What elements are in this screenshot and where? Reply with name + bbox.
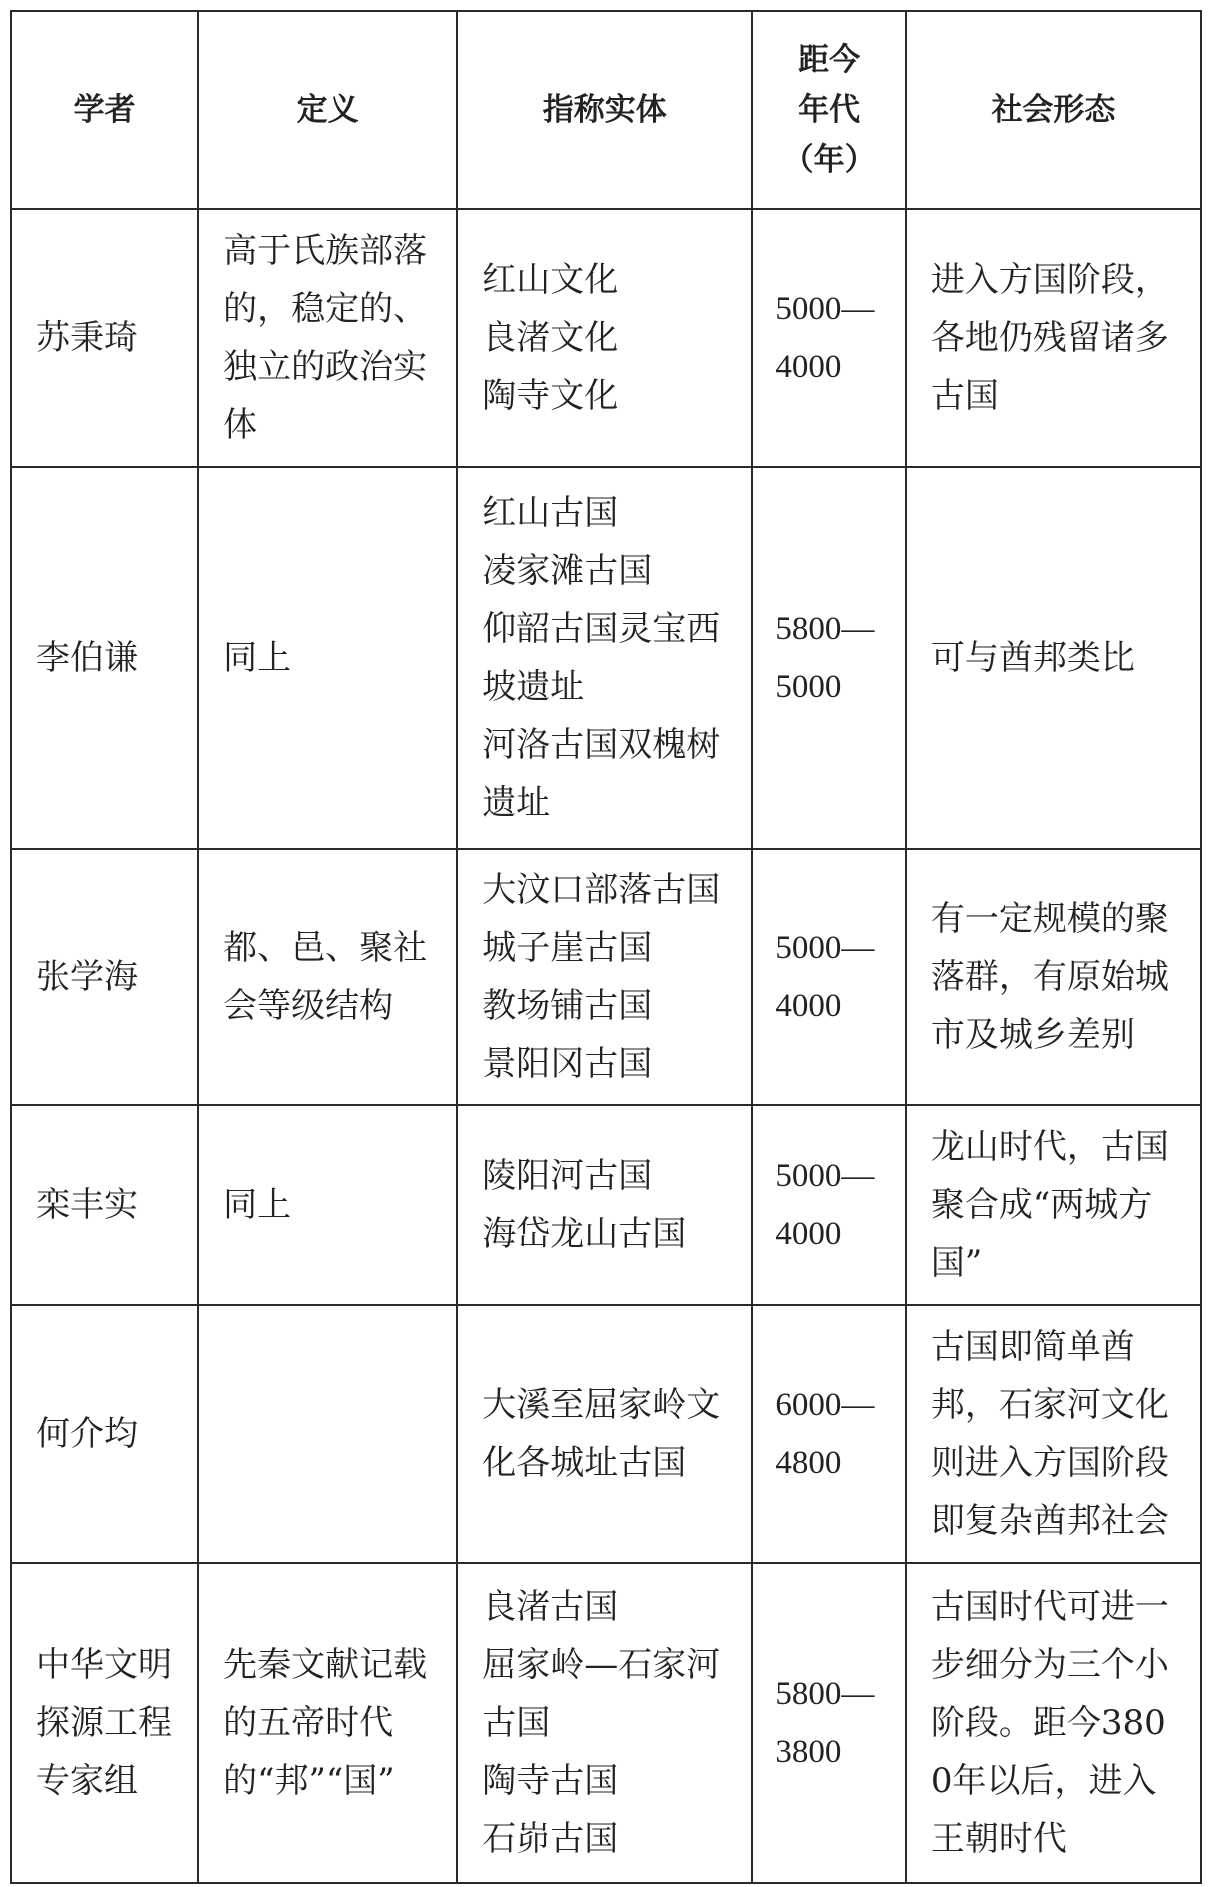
cell-society: 龙山时代，古国聚合成“两城方国” (906, 1105, 1201, 1305)
cell-entity (457, 1563, 752, 1883)
cell-years (752, 209, 906, 467)
cell-entity (457, 849, 752, 1105)
cell-entity-text: 陵阳河古国 海岱龙山古国 (482, 1156, 687, 1254)
cell-years-text: 5000— 4000 (775, 930, 875, 1024)
header-society: 社会形态 (906, 11, 1201, 209)
table-row (11, 1305, 1201, 1563)
cell-definition (198, 1305, 457, 1563)
cell-years-text: 5000— 4000 (775, 291, 875, 385)
cell-definition: 高于氏族部落的，稳定的、独立的政治实体 (198, 209, 457, 467)
header-years-text: 距今 年代 （年） (782, 42, 876, 178)
cell-years-text: 5000— 4000 (775, 1158, 875, 1252)
cell-years (752, 849, 906, 1105)
cell-society: 可与酋邦类比 (906, 467, 1201, 849)
cell-society: 进入方国阶段，各地仍残留诸多古国 (906, 209, 1201, 467)
cell-scholar: 张学海 (11, 849, 198, 1105)
cell-definition: 同上 (198, 1105, 457, 1305)
cell-scholar: 李伯谦 (11, 467, 198, 849)
header-definition: 定义 (198, 11, 457, 209)
cell-definition: 同上 (198, 467, 457, 849)
cell-years-text: 5800— 3800 (775, 1676, 875, 1770)
cell-scholar: 栾丰实 (11, 1105, 198, 1305)
cell-years-text: 5800— 5000 (775, 611, 875, 705)
cell-years (752, 1563, 906, 1883)
cell-years (752, 1105, 906, 1305)
cell-society: 古国即简单酋邦，石家河文化则进入方国阶段即复杂酋邦社会 (906, 1305, 1201, 1563)
header-years (752, 11, 906, 209)
table-row (11, 467, 1201, 849)
cell-years (752, 1305, 906, 1563)
cell-scholar: 中华文明探源工程专家组 (11, 1563, 198, 1883)
cell-entity-text: 红山文化 良渚文化 陶寺文化 (482, 260, 619, 416)
cell-entity (457, 209, 752, 467)
header-row (11, 11, 1201, 209)
cell-entity (457, 1105, 752, 1305)
cell-entity-text: 大溪至屈家岭文化各城址古国 (482, 1385, 721, 1483)
cell-definition: 先秦文献记载的五帝时代的“邦”“国” (198, 1563, 457, 1883)
cell-scholar: 何介均 (11, 1305, 198, 1563)
cell-society: 有一定规模的聚落群，有原始城市及城乡差别 (906, 849, 1201, 1105)
cell-definition: 都、邑、聚社会等级结构 (198, 849, 457, 1105)
table-row (11, 1563, 1201, 1883)
cell-society: 古国时代可进一步细分为三个小阶段。距今3800年以后，进入王朝时代 (906, 1563, 1201, 1883)
header-entity: 指称实体 (457, 11, 752, 209)
cell-entity (457, 467, 752, 849)
cell-entity (457, 1305, 752, 1563)
cell-scholar: 苏秉琦 (11, 209, 198, 467)
table-row (11, 1105, 1201, 1305)
header-scholar: 学者 (11, 11, 198, 209)
cell-entity-text: 红山古国 凌家滩古国 仰韶古国灵宝西坡遗址 河洛古国双槐树遗址 (482, 493, 721, 823)
table-row (11, 849, 1201, 1105)
cell-entity-text: 良渚古国 屈家岭—石家河古国 陶寺古国 石峁古国 (482, 1587, 721, 1859)
cell-years (752, 467, 906, 849)
scholars-table (10, 10, 1202, 1884)
table-row (11, 209, 1201, 467)
cell-years-text: 6000— 4800 (775, 1387, 875, 1481)
cell-entity-text: 大汶口部落古国 城子崖古国 教场铺古国 景阳冈古国 (482, 870, 721, 1084)
